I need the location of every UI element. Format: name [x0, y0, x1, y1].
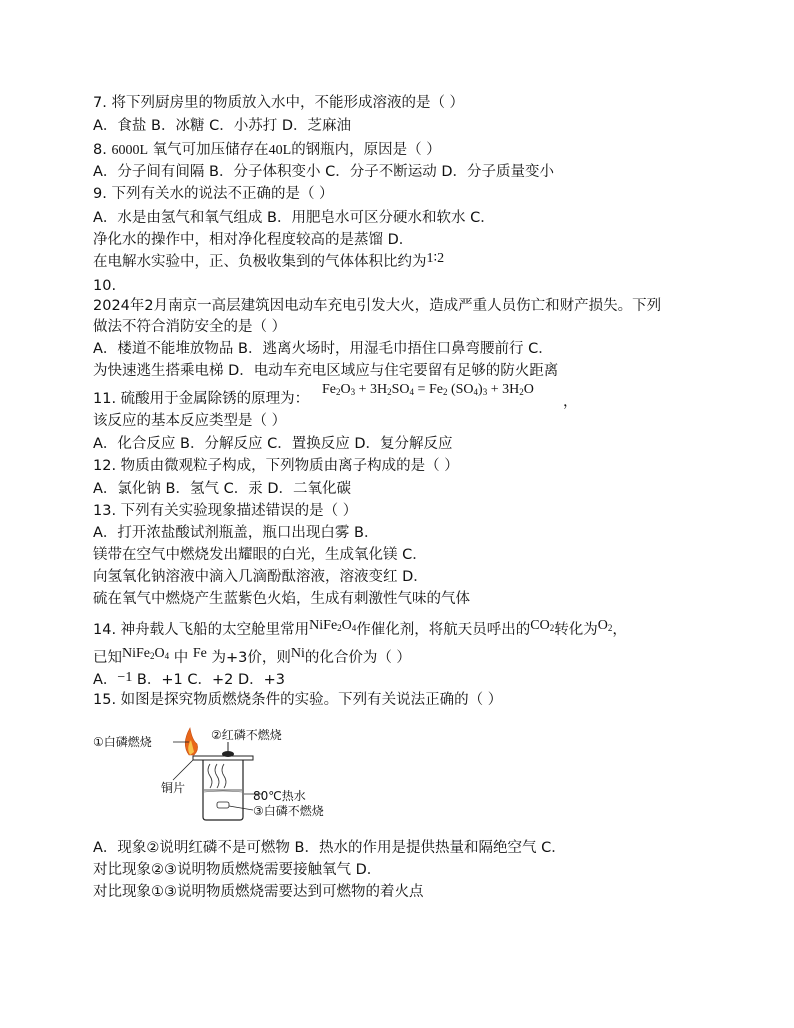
q13-stem: 13. 下列有关实验现象描述错误的是（ ）: [93, 503, 358, 519]
red-phosphorus: [222, 751, 234, 757]
q11-stem-line2: 该反应的基本反应类型是（ ）: [93, 413, 287, 429]
q10-stem-line1: 2024年2月南京一高层建筑因电动车充电引发大火，造成严重人员伤亡和财产损失。下列: [93, 298, 662, 314]
q14-ni: Ni: [290, 646, 305, 661]
q13-options-line4: 硫在氧气中燃烧产生蓝紫色火焰，生成有刺激性气味的气体: [93, 591, 470, 607]
q14-options-rest: B．+1 C．+2 D．+3: [132, 672, 286, 688]
fig-label-white-burning: ①白磷燃烧: [93, 735, 152, 749]
q15-stem: 15. 如图是探究物质燃烧条件的实验。下列有关说法正确的（ ）: [93, 692, 503, 708]
q14-question: 的化合价为（ ）: [304, 650, 411, 666]
q13-options-line2: 镁带在空气中燃烧发出耀眼的白光，生成氧化镁 C．: [93, 547, 427, 563]
q11-stem: [93, 389, 309, 409]
q11-comma: ，: [563, 394, 578, 410]
q14-fe: Fe: [192, 646, 207, 661]
q9-options-line3: [93, 252, 444, 273]
q11-stem-text: 11. 硫酸用于金属除锈的原理为：: [93, 391, 310, 407]
underwater-white-phosphorus: [217, 802, 229, 808]
q10-number: 10.: [93, 278, 117, 294]
q15-options-line2: 对比现象②③说明物质燃烧需要接触氧气 D．: [93, 862, 382, 878]
q8-volume-2: 40L: [268, 143, 292, 158]
q9-stem: 9. 下列有关水的说法不正确的是（ ）: [93, 186, 334, 202]
q15-options-line1: A．现象②说明红磷不是可燃物 B．热水的作用是提供热量和隔绝空气 C．: [93, 840, 566, 856]
combustion-experiment-figure: [93, 722, 353, 822]
fig-label-white-not-burning: ③白磷不燃烧: [253, 804, 324, 818]
q12-options: A．氯化钠 B．氢气 C．汞 D．二氧化碳: [93, 481, 351, 497]
q14-valence: 为+3价，则: [211, 650, 291, 666]
q14-stem-line1: 14. 神舟载人飞船的太空舱里常用$NiFe_2O_4$作催化剂，将航天员呼出的$CO_2$转化为$O_2$，: [93, 618, 627, 638]
q14-option-a-value: −1: [117, 670, 133, 685]
q14-known: 已知: [93, 650, 122, 666]
q11-equation: $Fe_2O_3 + 3H_2SO_4 = Fe_2$ $(SO_4)_3 + 3H_2O$: [322, 382, 534, 397]
q7-stem: 7. 将下列厨房里的物质放入水中，不能形成溶液的是（ ）: [93, 95, 465, 111]
fig-label-red-not-burning: ②红磷不燃烧: [211, 728, 282, 742]
q10-options-line1: A．楼道不能堆放物品 B．逃离火场时，用湿毛巾捂住口鼻弯腰前行 C．: [93, 341, 553, 357]
q11-options: A．化合反应 B．分解反应 C．置换反应 D．复分解反应: [93, 436, 453, 452]
q14-stem-text: 14. 神舟载人飞船的太空舱里常用: [93, 622, 310, 638]
q8-stem: [93, 140, 441, 161]
fig-label-hot-water: 80℃热水: [253, 789, 306, 803]
q9-option-d-text: 在电解水实验中，正、负极收集到的气体体积比约为: [93, 254, 427, 270]
q14-stem-line2: 已知$NiFe_2O_4$ 中 Fe 为+3价，则Ni的化合价为（ ）: [93, 646, 411, 666]
q10-options-line2: 为快速逃生搭乘电梯 D．电动车充电区域应与住宅要留有足够的防火距离: [93, 363, 559, 379]
q9-options-line1: A．水是由氢气和氧气组成 B．用肥皂水可区分硬水和软水 C．: [93, 210, 495, 226]
q10-stem-line2: 做法不符合消防安全的是（ ）: [93, 319, 287, 335]
q8-volume-1: 6000L: [111, 143, 149, 158]
q9-ratio: 1∶2: [426, 251, 445, 266]
q15-options-line3: 对比现象①③说明物质燃烧需要达到可燃物的着火点: [93, 884, 424, 900]
q9-options-line2: 净化水的操作中，相对净化程度较高的是蒸馏 D．: [93, 232, 414, 248]
q8-number: 8.: [93, 142, 107, 158]
q8-stem-text: 氧气可加压储存在: [152, 142, 269, 158]
q7-options: A．食盐 B．冰糖 C．小苏打 D．芝麻油: [93, 118, 351, 134]
fig-label-copper: 铜片: [161, 781, 186, 795]
q14-stem-text-3: 转化为: [554, 622, 598, 638]
q13-options-line1: A．打开浓盐酸试剂瓶盖，瓶口出现白雾 B．: [93, 525, 379, 541]
q12-stem: 12. 物质由微观粒子构成，下列物质由离子构成的是（ ）: [93, 458, 459, 474]
q8-options: A．分子间有间隔 B．分子体积变小 C．分子不断运动 D．分子质量变小: [93, 164, 554, 180]
q14-in: 中: [173, 650, 189, 666]
q14-stem-text-4: ，: [612, 622, 627, 638]
q14-option-a-label: A．: [93, 672, 118, 688]
q14-options: [93, 670, 285, 691]
q14-stem-text-2: 作催化剂，将航天员呼出的: [356, 622, 531, 638]
q13-options-line3: 向氢氧化钠溶液中滴入几滴酚酞溶液，溶液变红 D．: [93, 569, 428, 585]
q8-stem-end: 的钢瓶内，原因是（ ）: [291, 142, 441, 158]
